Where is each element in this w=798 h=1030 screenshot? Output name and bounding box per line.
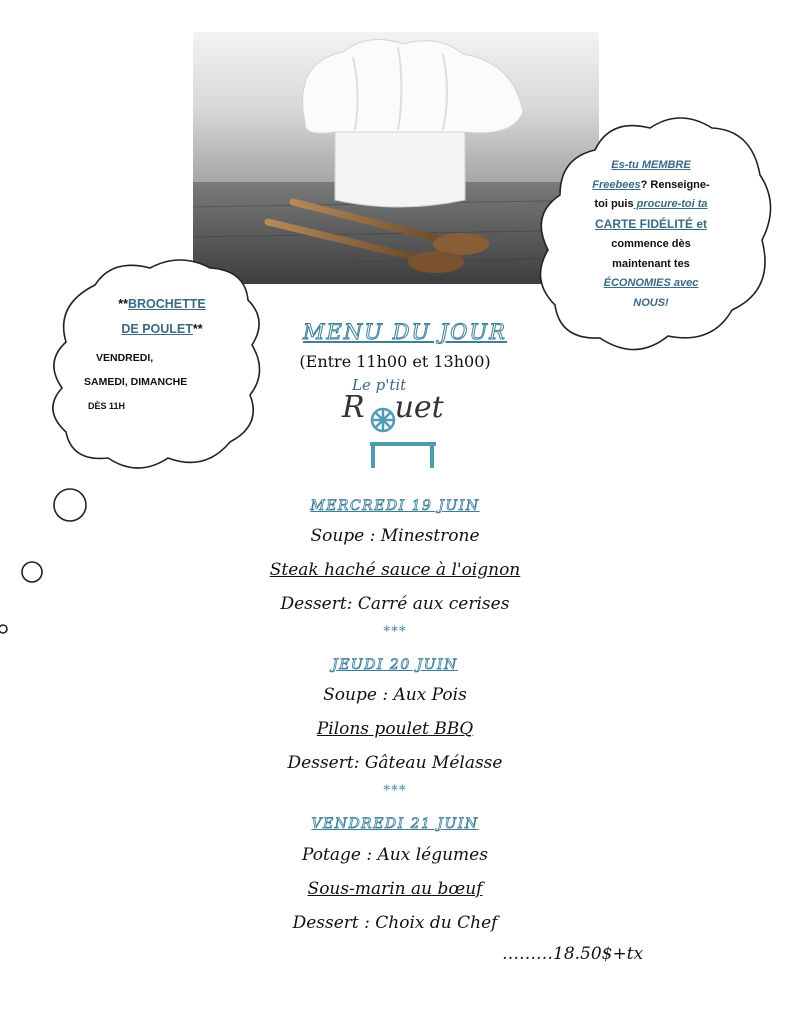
day-2-soup: Soupe : Aux Pois xyxy=(323,685,467,705)
day-heading-1: MERCREDI 19 JUIN xyxy=(310,498,480,514)
thought-bubble-large xyxy=(54,489,86,521)
day-heading-2: JEUDI 20 JUIN xyxy=(332,657,458,673)
card-link[interactable]: procure-toi ta xyxy=(633,198,708,210)
member-promo-line2: ? Renseigne- xyxy=(640,178,710,191)
day-1-main: Steak haché sauce à l'oignon xyxy=(269,560,521,580)
day-1-dessert: Dessert: Carré aux cerises xyxy=(280,594,510,614)
day-3-main: Sous-marin au bœuf xyxy=(307,879,483,899)
spinning-wheel-icon xyxy=(342,376,462,472)
logo-letter-r: R xyxy=(342,390,365,425)
member-promo-line1: Es-tu MEMBRE xyxy=(611,159,691,171)
day-2-dessert: Dessert: Gâteau Mélasse xyxy=(287,753,503,773)
member-promo-line6: maintenant tes xyxy=(612,257,690,270)
day-3-soup: Potage : Aux légumes xyxy=(302,845,488,865)
member-promo-line8: NOUS! xyxy=(633,296,669,309)
special-title-suffix: ** xyxy=(192,322,203,336)
special-line3-a: DÈS 11 xyxy=(88,401,119,411)
special-line3-b: H xyxy=(118,401,126,411)
member-promo xyxy=(566,156,736,313)
member-promo-line3: toi puis xyxy=(594,198,634,210)
special-title-prefix: ** xyxy=(118,297,128,311)
special-title-line2[interactable]: DE POULET xyxy=(121,322,193,336)
separator-1: *** xyxy=(383,624,407,639)
member-promo-line7: avec xyxy=(670,277,699,289)
separator-2: *** xyxy=(383,783,407,798)
day-heading-3: VENDREDI 21 JUIN xyxy=(311,816,479,832)
special-days xyxy=(84,346,188,418)
logo-line2: uet xyxy=(394,390,444,425)
special-title-link[interactable]: BROCHETTE xyxy=(127,297,206,311)
special-title xyxy=(78,292,246,342)
freebees-link[interactable]: Freebees xyxy=(592,178,641,191)
restaurant-logo xyxy=(342,376,462,472)
special-line1: VENDREDI, xyxy=(96,352,154,364)
logo-line1: Le p'tit xyxy=(352,376,407,394)
price: ………18.50$+tx xyxy=(502,944,644,964)
day-1-soup: Soupe : Minestrone xyxy=(310,526,480,546)
day-2-main: Pilons poulet BBQ xyxy=(316,719,474,739)
menu-title: MENU DU JOUR xyxy=(303,320,507,344)
thought-bubble-medium xyxy=(22,562,42,582)
loyalty-card-link[interactable]: CARTE FIDÉLITÉ et xyxy=(594,216,707,231)
special-line2: SAMEDI, DIMANCHE xyxy=(84,376,188,388)
thought-bubble-small xyxy=(0,625,7,633)
member-promo-line5: commence dès xyxy=(611,238,691,250)
savings-link[interactable]: ÉCONOMIES xyxy=(603,277,671,289)
menu-hours: (Entre 11h00 et 13h00) xyxy=(299,352,491,371)
day-3-dessert: Dessert : Choix du Chef xyxy=(292,913,498,933)
